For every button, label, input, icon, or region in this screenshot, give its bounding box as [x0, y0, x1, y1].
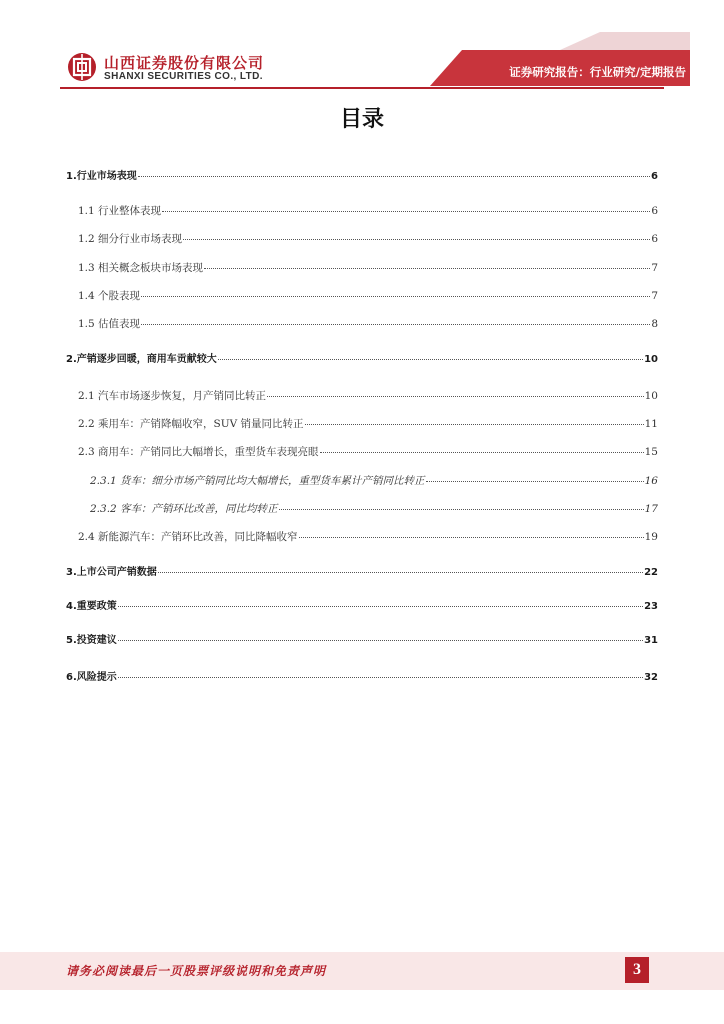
company-name-en: SHANXI SECURITIES CO., LTD.	[104, 71, 263, 82]
toc-entry-label: 1.5 估值表现	[78, 318, 141, 330]
toc-entry-label: 2.4 新能源汽车：产销环比改善，同比降幅收窄	[78, 531, 298, 543]
toc-entry-page: 17	[644, 503, 658, 515]
toc-leader-dots	[141, 323, 650, 325]
toc-entry-page: 31	[644, 635, 658, 646]
toc-entry-label: 1.行业市场表现	[66, 171, 137, 182]
toc-entry-page: 6	[651, 233, 658, 245]
toc-leader-dots	[118, 639, 643, 641]
toc-leader-dots	[158, 571, 643, 573]
toc-leader-dots	[118, 676, 643, 678]
toc-entry[interactable]	[66, 502, 658, 516]
toc-entry-label: 2.3.1 货车：细分市场产销同比均大幅增长，重型货车累计产销同比转正	[90, 475, 425, 487]
report-type-label: 证券研究报告：行业研究/定期报告	[509, 65, 686, 79]
toc-entry[interactable]	[66, 170, 658, 184]
company-logo-icon	[67, 52, 97, 82]
toc-entry-page: 16	[644, 475, 658, 487]
toc-entry-label: 5.投资建议	[66, 635, 117, 646]
toc-entry[interactable]	[66, 353, 658, 367]
toc-leader-dots	[141, 295, 650, 297]
toc-entry-label: 4.重要政策	[66, 601, 117, 612]
toc-leader-dots	[162, 210, 650, 212]
toc-entry-label: 1.1 行业整体表现	[78, 205, 162, 217]
toc-leader-dots	[279, 508, 644, 510]
toc-leader-dots	[305, 423, 644, 425]
header-divider	[60, 87, 664, 89]
toc-entry-label: 2.产销逐步回暖，商用车贡献较大	[66, 354, 217, 365]
toc-entry-page: 23	[644, 601, 658, 612]
toc-leader-dots	[320, 451, 644, 453]
toc-entry[interactable]	[66, 289, 658, 303]
toc-entry-page: 7	[651, 262, 658, 274]
toc-entry[interactable]	[66, 417, 658, 431]
toc-entry-label: 1.4 个股表现	[78, 290, 141, 302]
toc-leader-dots	[204, 267, 650, 269]
toc-leader-dots	[183, 238, 650, 240]
toc-leader-dots	[299, 536, 644, 538]
toc-entry[interactable]	[66, 474, 658, 488]
toc-entry-page: 19	[644, 531, 658, 543]
toc-entry-page: 10	[644, 390, 658, 402]
page-footer	[0, 952, 724, 990]
toc-leader-dots	[426, 480, 644, 482]
toc-leader-dots	[267, 395, 644, 397]
toc-entry-page: 22	[644, 567, 658, 578]
disclaimer-text: 请务必阅读最后一页股票评级说明和免责声明	[66, 964, 327, 978]
toc-entry[interactable]	[66, 671, 658, 685]
toc-entry-page: 7	[651, 290, 658, 302]
toc-entry[interactable]	[66, 389, 658, 403]
toc-entry-label: 6.风险提示	[66, 672, 117, 683]
toc-entry-page: 32	[644, 672, 658, 683]
page-header	[0, 0, 724, 98]
toc-entry-page: 6	[651, 205, 658, 217]
toc-entry-page: 10	[644, 354, 658, 365]
toc-entry[interactable]	[66, 232, 658, 246]
toc-entry[interactable]	[66, 600, 658, 614]
toc-entry[interactable]	[66, 317, 658, 331]
page-number: 3	[625, 957, 649, 983]
toc-leader-dots	[218, 358, 643, 360]
company-name-cn: 山西证券股份有限公司	[104, 54, 265, 72]
toc-entry[interactable]	[66, 566, 658, 580]
toc-title: 目录	[339, 107, 384, 132]
toc-entry[interactable]	[66, 204, 658, 218]
toc-entry-label: 2.1 汽车市场逐步恢复，月产销同比转正	[78, 390, 267, 402]
toc-entry[interactable]	[66, 634, 658, 648]
toc-entry-label: 2.3.2 客车：产销环比改善，同比均转正	[90, 503, 278, 515]
toc-entry-page: 11	[644, 418, 658, 430]
toc-leader-dots	[118, 605, 643, 607]
toc-entry-label: 1.3 相关概念板块市场表现	[78, 262, 204, 274]
header-banner	[0, 0, 724, 98]
toc-entry-label: 3.上市公司产销数据	[66, 567, 157, 578]
toc-entry[interactable]	[66, 530, 658, 544]
toc-entry-page: 6	[651, 171, 658, 182]
toc-entry-label: 2.2 乘用车：产销降幅收窄，SUV 销量同比转正	[78, 418, 304, 430]
toc-entry-label: 2.3 商用车：产销同比大幅增长，重型货车表现亮眼	[78, 446, 319, 458]
toc-entry-page: 15	[644, 446, 658, 458]
toc-entry-label: 1.2 细分行业市场表现	[78, 233, 183, 245]
toc-leader-dots	[138, 175, 650, 177]
toc-entry[interactable]	[66, 261, 658, 275]
toc-entry-page: 8	[651, 318, 658, 330]
toc-entry[interactable]	[66, 445, 658, 459]
